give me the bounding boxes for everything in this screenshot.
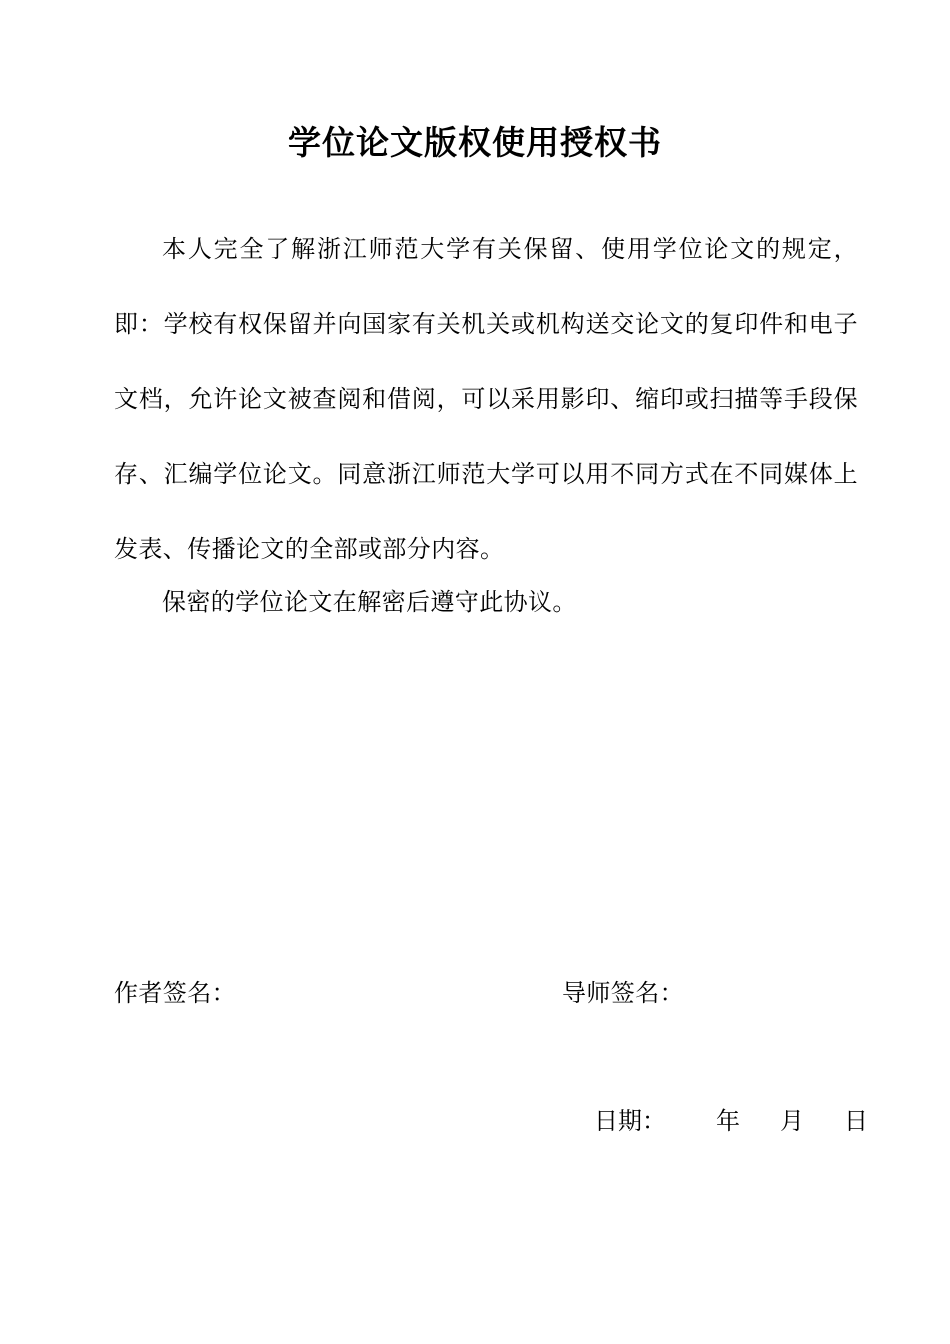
confidentiality-paragraph: 保密的学位论文在解密后遵守此协议。 [162, 588, 577, 616]
authorization-paragraph: 本人完全了解浙江师范大学有关保留、使用学位论文的规定，即：学校有权保留并向国家有关机关或机构送交论文的复印件和电子文档，允许论文被查阅和借阅，可以采用影印、缩印或扫描等手段保存、汇编学位论文。同意浙江师范大学可以用不同方式在不同媒体上发表、传播论文的全部或部分内容。 [114, 235, 858, 563]
date-label: 日期： [594, 1107, 666, 1135]
date-day-label: 日 [844, 1107, 868, 1135]
date-month-label: 月 [780, 1107, 804, 1135]
date-year-label: 年 [716, 1107, 740, 1135]
advisor-signature-label: 导师签名： [562, 979, 684, 1007]
author-signature-label: 作者签名： [114, 979, 236, 1007]
page-title: 学位论文版权使用授权书 [288, 123, 662, 162]
date-line [594, 1101, 868, 1141]
